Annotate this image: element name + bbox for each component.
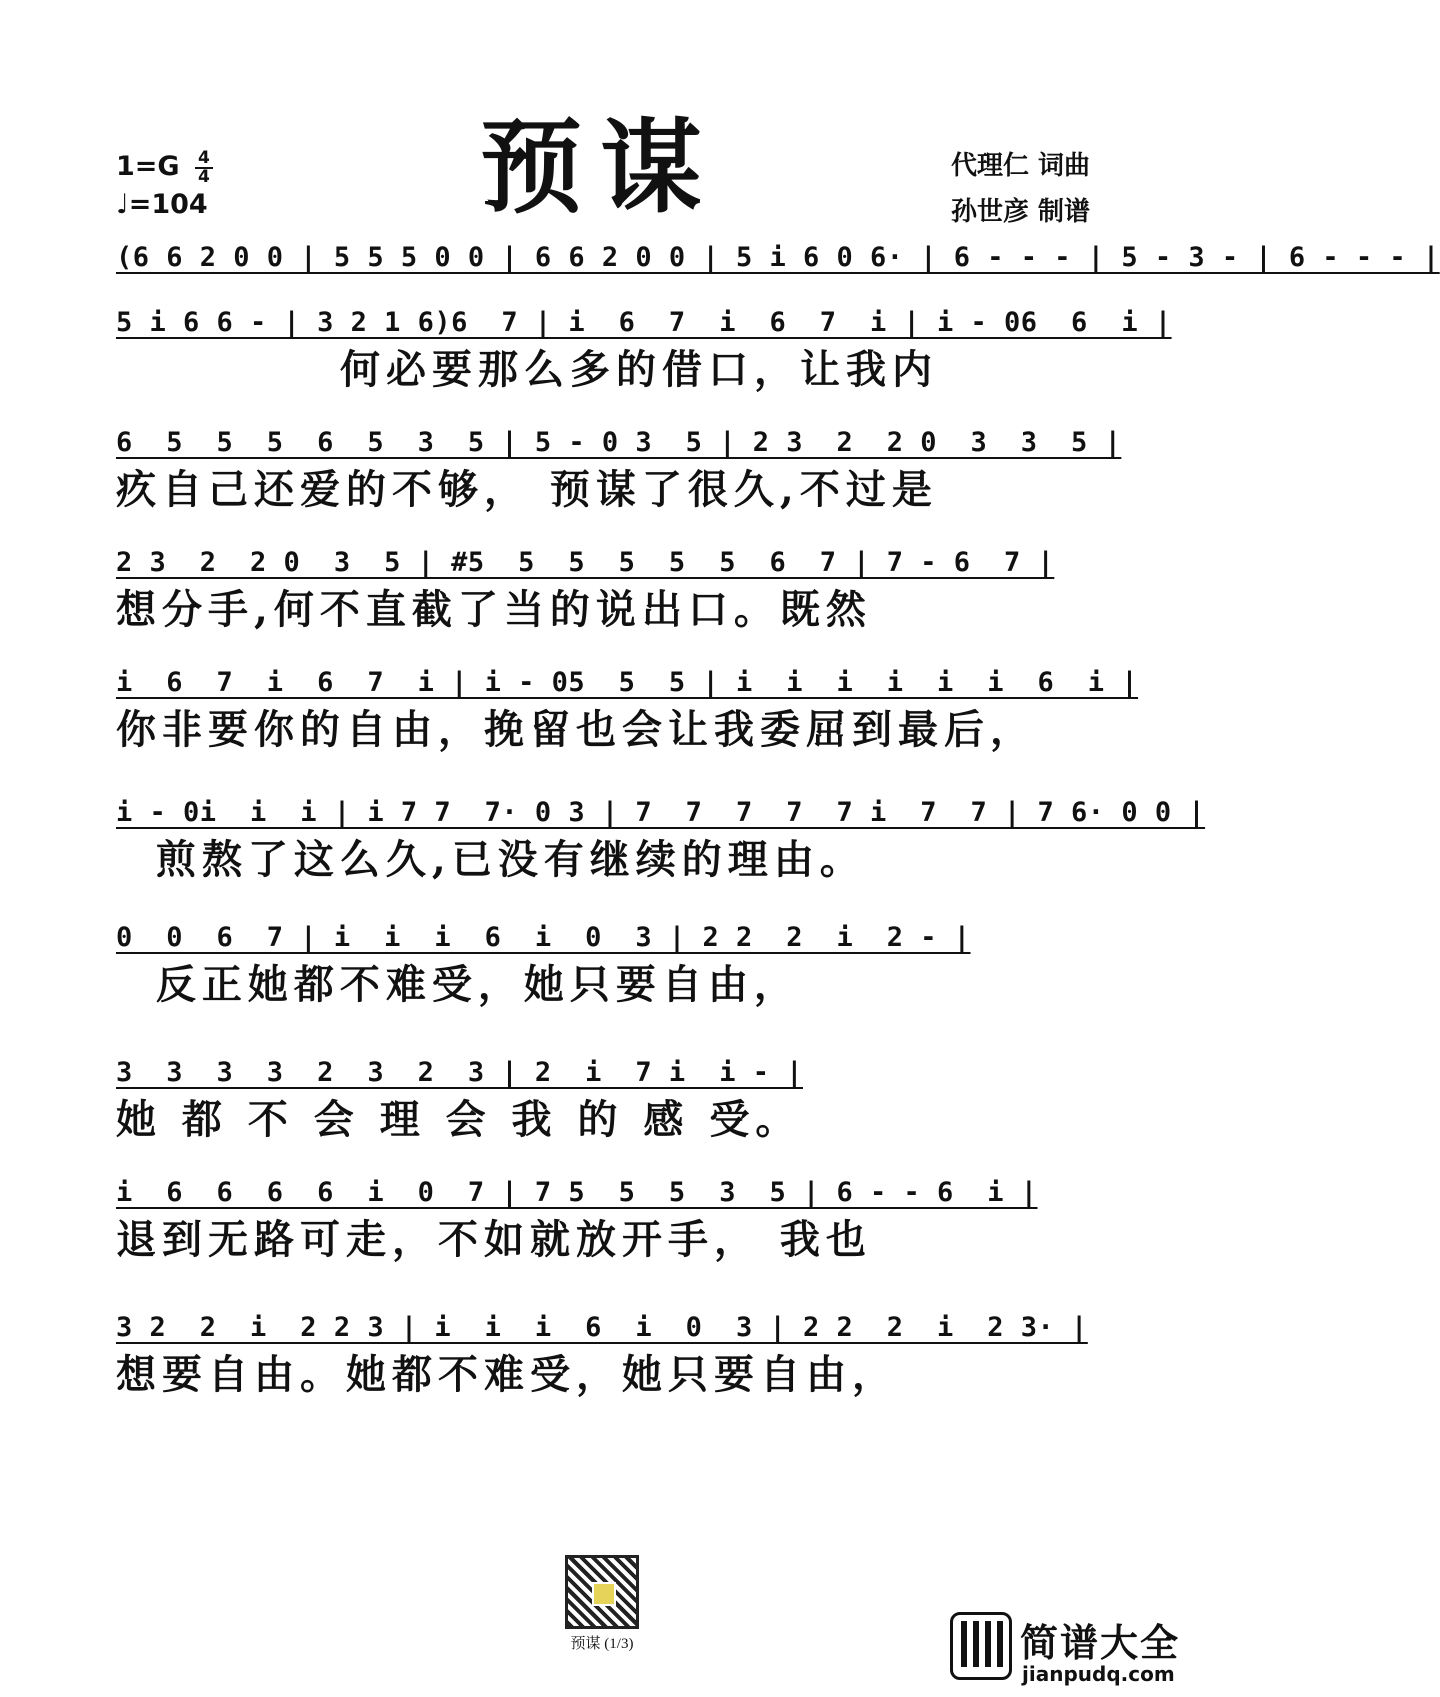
- time-signature-bottom: 4: [197, 166, 210, 187]
- piano-icon: [950, 1612, 1012, 1680]
- lyric-line: 想要自由。她都不难受，她只要自由，: [116, 1351, 898, 1398]
- credit-lyrics-music: 代理仁 词曲: [950, 151, 1090, 181]
- notation-line: (6 6 2 0 0 | 5 5 5 0 0 | 6 6 2 0 0 | 5 i 6 0 6· | 6 - - - | 5 - 3 - | 6 - - - |: [116, 242, 1440, 273]
- lyric-line: 想分手,何不直截了当的说出口。既然: [116, 586, 872, 633]
- lyric-line: 何必要那么多的借口，让我内: [340, 346, 938, 393]
- notation-line: 5 i 6 6 - | 3 2 1 6)6 7 | i 6 7 i 6 7 i | i - 06 6 i |: [116, 307, 1172, 338]
- credits: [951, 143, 1090, 235]
- key-label: 1=G: [116, 151, 180, 182]
- key-signature: [116, 148, 213, 186]
- song-title: 预谋: [480, 108, 720, 228]
- qr-code-icon[interactable]: [565, 1555, 639, 1629]
- brand-url: jianpudq.com: [1022, 1662, 1175, 1686]
- notation-line: i - 0i i i | i 7 7 7· 0 3 | 7 7 7 7 7 i 7 7 | 7 6· 0 0 |: [116, 797, 1206, 828]
- qr-center-logo: [592, 1582, 616, 1606]
- lyric-line: 你非要你的自由，挽留也会让我委屈到最后，: [116, 706, 1036, 753]
- notation-line: 3 3 3 3 2 3 2 3 | 2 i 7 i i - |: [116, 1057, 803, 1088]
- key-tempo-block: [116, 148, 213, 224]
- lyric-line: 反正她都不难受，她只要自由，: [116, 961, 800, 1008]
- lyric-line: 疚自己还爱的不够， 预谋了很久,不过是: [116, 466, 938, 513]
- notation-line: 0 0 6 7 | i i i 6 i 0 3 | 2 2 2 i 2 - |: [116, 922, 971, 953]
- brand-name: 简谱大全: [1020, 1621, 1181, 1665]
- time-signature-top: 4: [195, 150, 213, 169]
- notation-line: 3 2 2 i 2 2 3 | i i i 6 i 0 3 | 2 2 2 i 2 3· |: [116, 1312, 1088, 1343]
- site-logo[interactable]: [950, 1610, 1186, 1690]
- notation-line: i 6 7 i 6 7 i | i - 05 5 5 | i i i i i i 6 i |: [116, 667, 1139, 698]
- lyric-line: 她 都 不 会 理 会 我 的 感 受。: [116, 1096, 802, 1143]
- lyric-line: 退到无路可走，不如就放开手， 我也: [116, 1216, 872, 1263]
- lyric-line: 煎熬了这么久,已没有继续的理由。: [116, 836, 866, 883]
- credit-arranger: 孙世彦 制谱: [950, 197, 1090, 227]
- tempo-marking: ♩=104: [116, 189, 208, 220]
- notation-line: 2 3 2 2 0 3 5 | #5 5 5 5 5 5 6 7 | 7 - 6 7 |: [116, 547, 1055, 578]
- qr-caption: 预谋 (1/3): [570, 1636, 634, 1652]
- notation-line: 6 5 5 5 6 5 3 5 | 5 - 0 3 5 | 2 3 2 2 0 3 3 5 |: [116, 427, 1122, 458]
- notation-line: i 6 6 6 6 i 0 7 | 7 5 5 5 3 5 | 6 - - 6 i |: [116, 1177, 1038, 1208]
- time-signature: [195, 147, 213, 187]
